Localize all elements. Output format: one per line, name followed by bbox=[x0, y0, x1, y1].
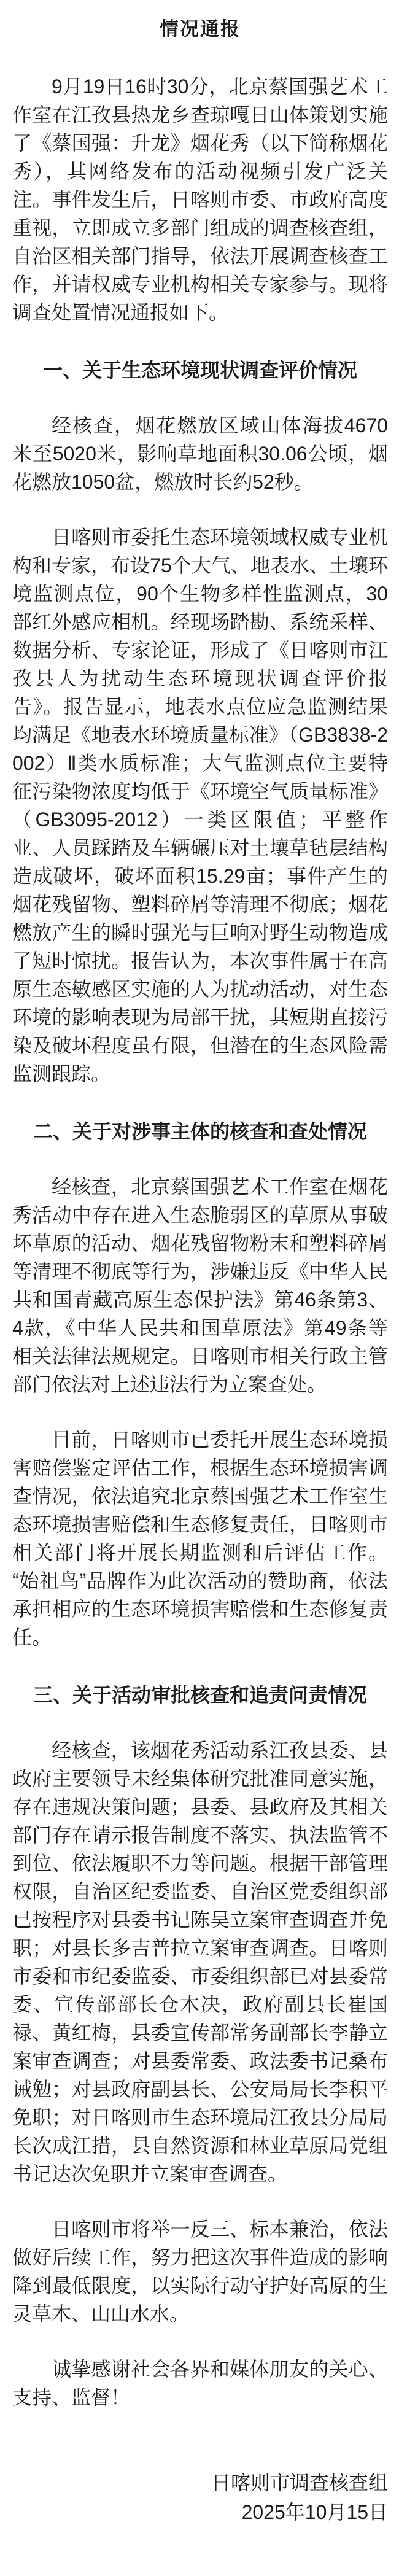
section-1-paragraph-1: 经核查，烟花燃放区域山体海拔4670米至5020米，影响草地面积30.06公顷，烟花燃放1050盆，燃放时长约52秒。 bbox=[12, 414, 388, 493]
section-3-paragraph-2: 日喀则市将举一反三、标本兼治，依法做好后续工作，努力把这次事件造成的影响降到最低限度，以实际行动守护好高原的生灵草木、山山水水。 bbox=[12, 2218, 388, 2325]
section-2-heading: 二、关于对涉事主体的核查和查处情况 bbox=[33, 1120, 367, 1143]
section-3-paragraph-1: 经核查，该烟花秀活动系江孜县委、县政府主要领导未经集体研究批准同意实施，存在违规决策问题；县委、县政府及其相关部门存在请示报告制度不落实、执法监管不到位、依法履职不力等问题。根据干部管理权限，自治区纪委监委、自治区党委组织部已按程序对县委书记陈昊立案审查调查并免职；对县长多吉普拉立案审查调查。日喀则市委和市纪委监委、市委组织部已对县委常委、宣传部部长仓木决，政府副县长崔国禄、黄红梅，县委宣传部常务副部长李静立案审查调查；对县委常委、政法委书记桑布诫勉；对县政府副县长、公安局局长李积平免职；对日喀则市生态环境局江孜县分局局长次成江措，县自然资源和林业草原局党组书记达次免职并立案审查调查。 bbox=[12, 1739, 388, 2185]
signature-block bbox=[12, 2468, 388, 2527]
intro-paragraph: 9月19日16时30分，北京蔡国强艺术工作室在江孜县热龙乡查琼嘎日山体策划实施了《蔡国强：升龙》烟花秀（以下简称烟花秀），其网络发布的活动视频引发广泛关注。事件发生后，日喀则市委、市政府高度重视，立即成立多部门组成的调查核查组，自治区相关部门指导，依法开展调查核查工作，并请权威专业机构相关专家参与。现将调查处置情况通报如下。 bbox=[12, 76, 388, 324]
section-2-paragraph-1: 经核查，北京蔡国强艺术工作室在烟花秀活动中存在进入生态脆弱区的草原从事破坏草原的活动、烟花残留物粉末和塑料碎屑等清理不彻底等行为，涉嫌违反《中华人民共和国青藏高原生态保护法》第46条第3、4款，《中华人民共和国草原法》第49条等相关法律法规规定。日喀则市相关行政主管部门依法对上述违法行为立案查处。 bbox=[12, 1176, 388, 1395]
closing-paragraph: 诚挚感谢社会各界和媒体朋友的关心、支持、监督！ bbox=[12, 2358, 388, 2408]
section-2-paragraph-2: 目前，日喀则市已委托开展生态环境损害赔偿鉴定评估工作，根据生态环境损害调查情况，依法追究北京蔡国强艺术工作室生态环境损害赔偿和生态修复责任，日喀则市相关部门将开展长期监测和后评估工作。“始祖鸟”品牌作为此次活动的赞助商，依法承担相应的生态环境损害赔偿和生态修复责任。 bbox=[12, 1429, 388, 1648]
section-3-heading: 三、关于活动审批核查和追责问责情况 bbox=[33, 1684, 367, 1706]
signature-issuer: 日喀则市调查核查组 bbox=[211, 2472, 388, 2494]
section-1-paragraph-2: 日喀则市委托生态环境领域权威专业机构和专家，布设75个大气、地表水、土壤环境监测点位，90个生物多样性监测点，30部红外感应相机。经现场踏勘、系统采样、数据分析、专家论证，形成了《日喀则市江孜县人为扰动生态环境现状调查评价报告》。报告显示，地表水点位应急监测结果均满足《地表水环境质量标准》（GB3838-2002）Ⅱ类水质标准；大气监测点位主要特征污染物浓度均低于《环境空气质量标准》（GB3095-2012）一类区限值；平整作业、人员踩踏及车辆碾压对土壤草毡层结构造成破坏，破坏面积15.29亩；事件产生的烟花残留物、塑料碎屑等清理不彻底；烟花燃放产生的瞬时强光与巨响对野生动物造成了短时惊扰。报告认为，本次事件属于在高原生态敏感区实施的人为扰动活动，对生态环境的影响表现为局部干扰，其短期直接污染及破坏程度虽有限，但潜在的生态风险需监测跟踪。 bbox=[12, 526, 388, 1085]
signature-date: 2025年10月15日 bbox=[241, 2501, 388, 2523]
page-title: 情况通报 bbox=[160, 18, 241, 40]
section-1-heading: 一、关于生态环境现状调查评价情况 bbox=[42, 359, 357, 381]
